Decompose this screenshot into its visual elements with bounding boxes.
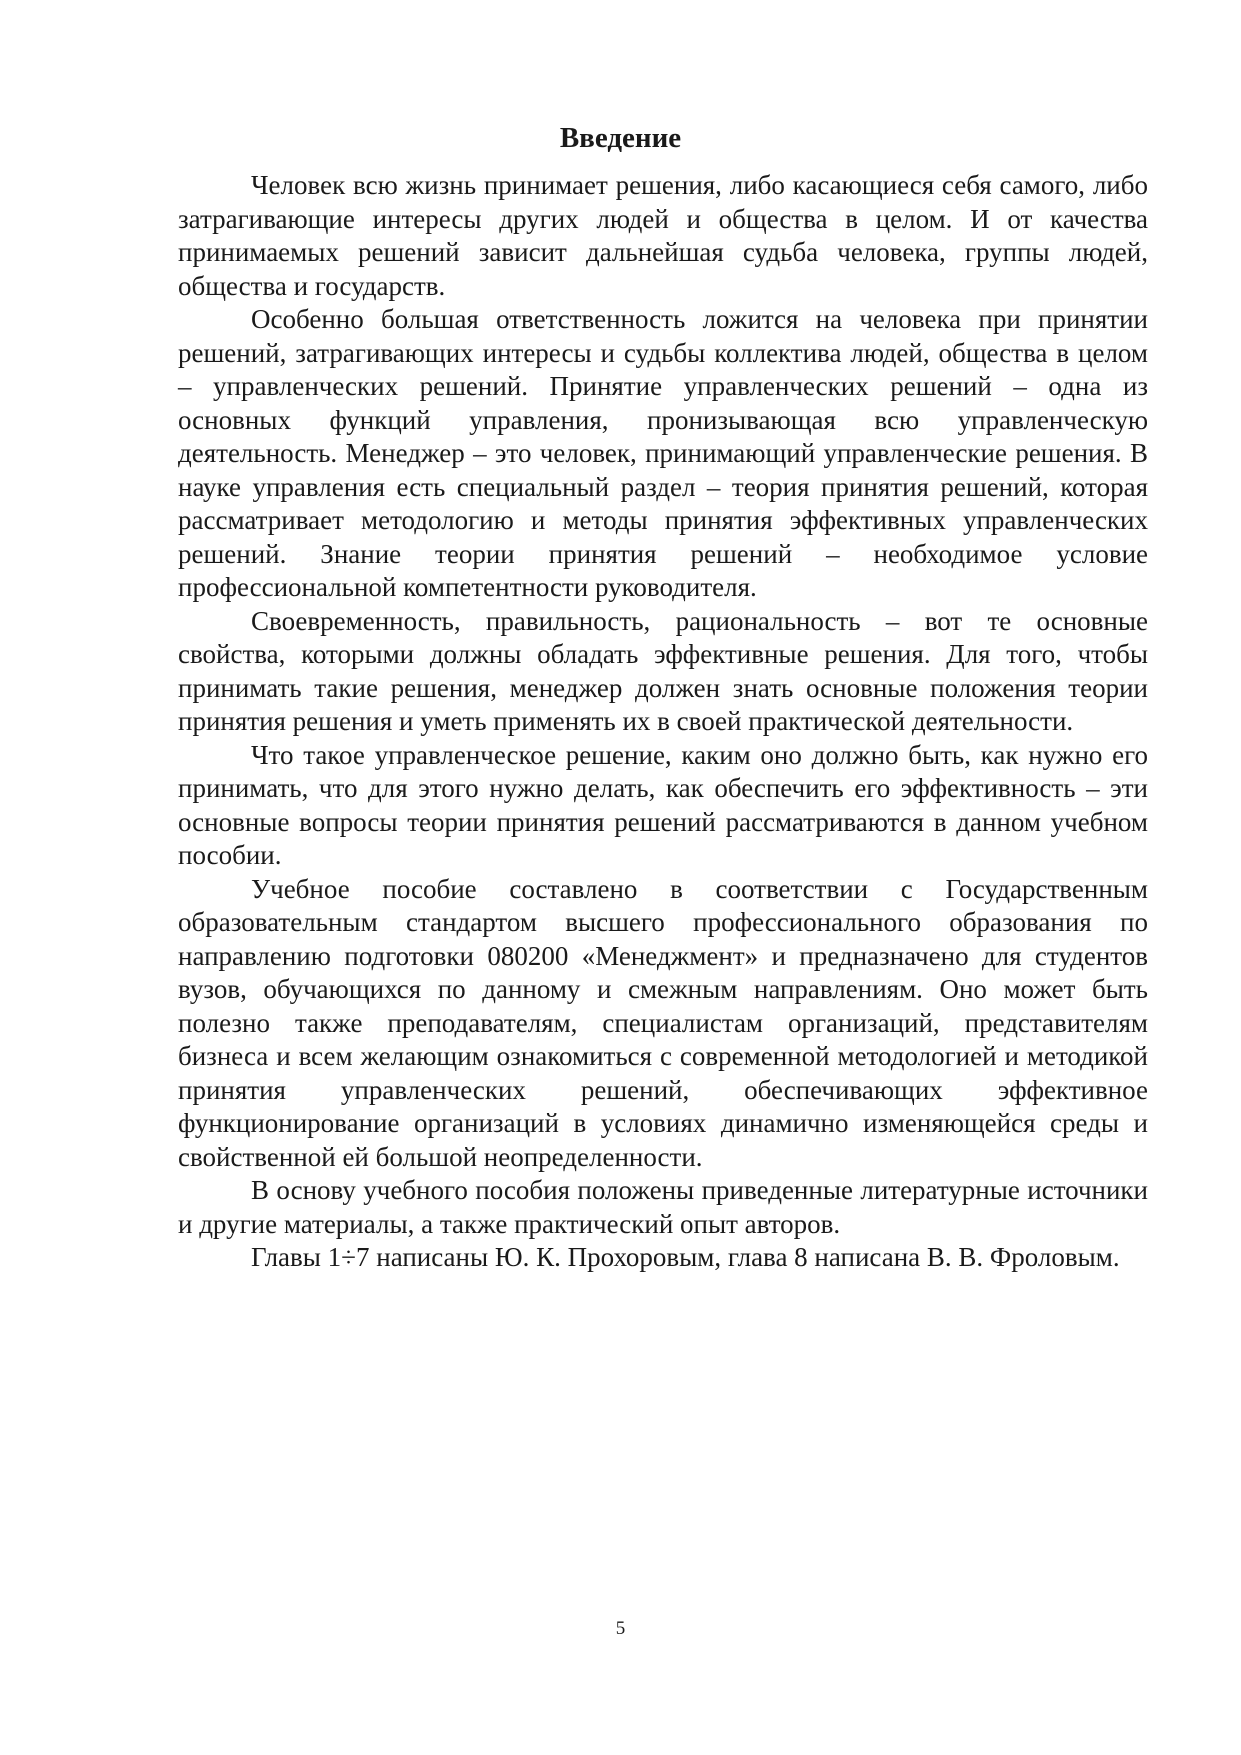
paragraph-2: Особенно большая ответственность ложится на человека при принятии решений, затрагивающих интересы и судьбы коллектива людей, общества в целом – управленческих решений. Принятие управленческих решений – одна из основных функций управления, пронизывающая всю управленческую деятельность. Менеджер – это человек, принимающий управленческие решения. В науке управления есть специальный раздел – теория принятия решений, которая рассматривает методологию и методы принятия эффективных управленческих решений. Знание теории принятия решений – необходимое условие профессиональной компетентности руководителя. xyxy=(178,304,1148,602)
paragraph-7: Главы 1÷7 написаны Ю. К. Прохоровым, глава 8 написана В. В. Фроловым. xyxy=(251,1242,1120,1272)
paragraph-1: Человек всю жизнь принимает решения, либо касающиеся себя самого, либо затрагивающие интересы других людей и общества в целом. И от качества принимаемых решений зависит дальнейшая судьба человека, группы людей, общества и государств. xyxy=(178,170,1148,301)
body-text xyxy=(178,169,1148,1275)
page-title: Введение xyxy=(559,122,682,154)
paragraph-4: Что такое управленческое решение, каким оно должно быть, как нужно его принимать, что для этого нужно делать, как обеспечить его эффективность – эти основные вопросы теории принятия решений рассматриваются в данном учебном пособии. xyxy=(178,739,1148,870)
paragraph-3: Своевременность, правильность, рациональность – вот те основные свойства, которыми должны обладать эффективные решения. Для того, чтобы принимать такие решения, менеджер должен знать основные положения теории принятия решения и уметь применять их в своей практической деятельности. xyxy=(178,605,1148,736)
page-number: 5 xyxy=(615,1618,626,1639)
paragraph-6: В основу учебного пособия положены приведенные литературные источники и другие материалы, а также практический опыт авторов. xyxy=(178,1175,1148,1239)
paragraph-5: Учебное пособие составлено в соответствии с Государственным образовательным стандартом высшего профессионального образования по направлению подготовки 080200 «Менеджмент» и предназначено для студентов вузов, обучающихся по данному и смежным направлениям. Оно может быть полезно также преподавателям, специалистам организаций, представителям бизнеса и всем желающим ознакомиться с современной методологией и методикой принятия управленческих решений, обеспечивающих эффективное функционирование организаций в условиях динамично изменяющейся среды и свойственной ей большой неопределенности. xyxy=(178,873,1148,1172)
